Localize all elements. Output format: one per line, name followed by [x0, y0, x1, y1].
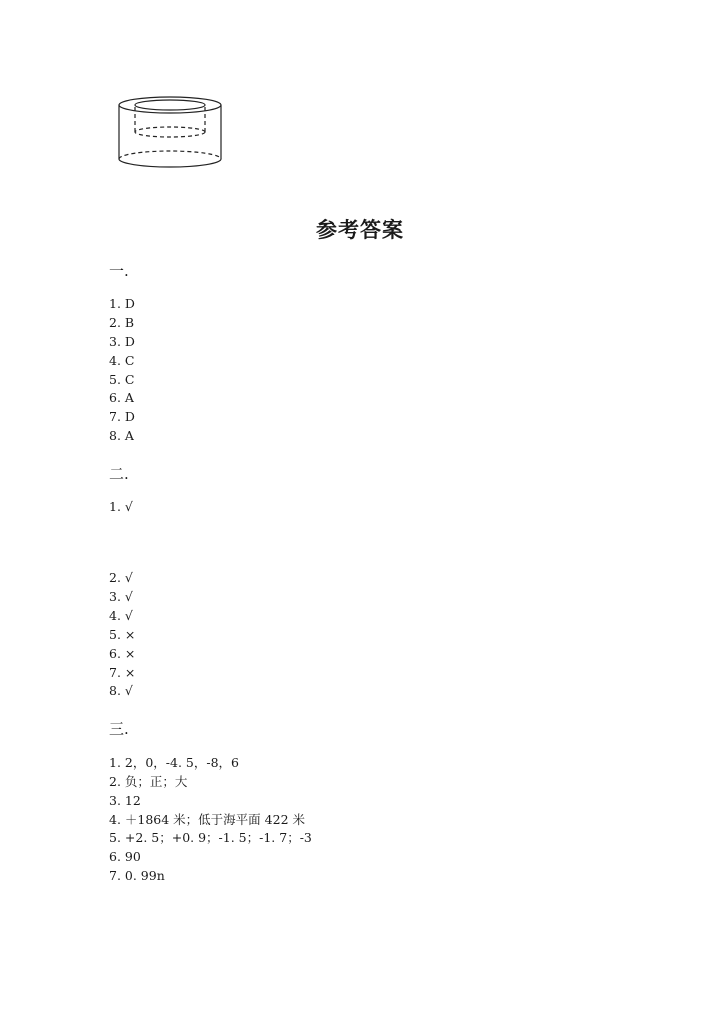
answer-1-4: 4. C [109, 353, 135, 368]
answer-3-7: 7. 0. 99n [109, 868, 165, 883]
section-heading-3: 三. [109, 720, 129, 738]
section-heading-1: 一. [109, 262, 129, 280]
answer-3-6: 6. 90 [109, 849, 141, 864]
inner-bottom-ellipse [135, 127, 205, 137]
answer-1-7: 7. D [109, 409, 135, 424]
answer-3-1: 1. 2，0，-4. 5，-8，6 [109, 755, 240, 770]
answer-2-6: 6. × [109, 646, 136, 661]
page-title: 参考答案 [316, 217, 404, 242]
answer-1-5: 5. C [109, 372, 135, 387]
inner-top-ellipse [135, 100, 205, 110]
answer-3-4: 4. ＋1864 米；低于海平面 422 米 [109, 812, 305, 827]
answer-2-7: 7. × [109, 665, 136, 680]
answer-1-3: 3. D [109, 334, 135, 349]
answer-3-2: 2. 负；正；大 [109, 774, 188, 789]
section-heading-2: 二. [109, 465, 129, 483]
answer-2-2: 2. √ [109, 570, 133, 585]
answer-2-4: 4. √ [109, 608, 133, 623]
answer-3-3: 3. 12 [109, 793, 141, 808]
answer-2-1: 1. √ [109, 499, 133, 514]
answer-2-3: 3. √ [109, 589, 133, 604]
outer-bottom-back [119, 151, 221, 159]
answer-2-5: 5. × [109, 627, 136, 642]
answer-3-5: 5. +2. 5；+0. 9；-1. 5；-1. 7；-3 [109, 830, 312, 845]
answer-1-2: 2. B [109, 315, 135, 330]
answer-1-6: 6. A [109, 390, 134, 405]
cylinder-figure [112, 92, 230, 176]
answer-2-8: 8. √ [109, 683, 133, 698]
answer-1-8: 8. A [109, 428, 134, 443]
outer-bottom-front [119, 159, 221, 167]
answer-1-1: 1. D [109, 296, 135, 311]
